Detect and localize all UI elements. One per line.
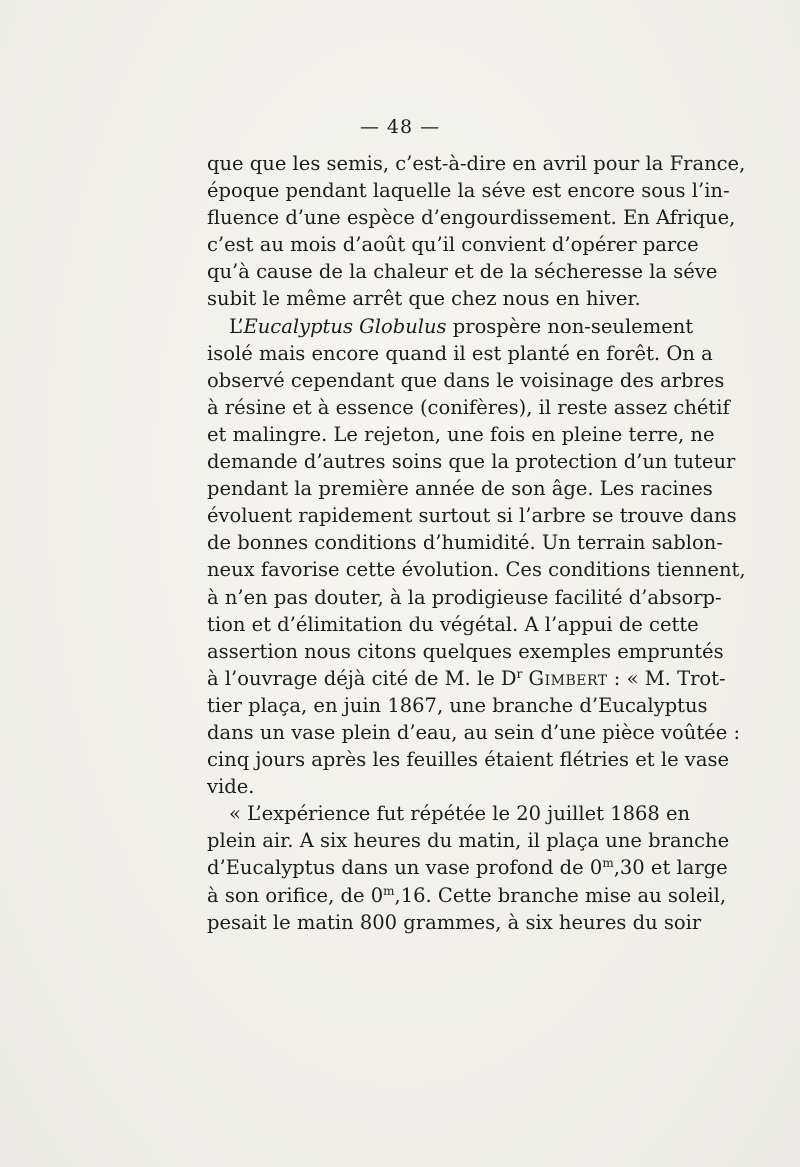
text-line: dans un vase plein d’eau, au sein d’une pièce voûtée : xyxy=(207,720,741,744)
text-fragment: L’ xyxy=(229,314,244,338)
text-fragment: : « M. Trot- xyxy=(607,666,726,690)
text-fragment: prospère non-seulement xyxy=(446,314,694,338)
text-line: tier plaça, en juin 1867, une branche d’Eucalyptus xyxy=(207,693,708,717)
text-line: plein air. A six heures du matin, il plaça une branche xyxy=(207,829,730,853)
text-fragment: ,16. Cette branche mise au soleil, xyxy=(394,883,727,907)
text-fragment: à son orifice, de 0 xyxy=(207,883,384,907)
text-line: et malingre. Le rejeton, une fois en pleine terre, ne xyxy=(207,422,715,446)
text-line-citation xyxy=(207,665,726,692)
text-line: fluence d’une espèce d’engourdissement. En Afrique, xyxy=(207,206,736,230)
text-line-paragraph-start: « L’expérience fut répétée le 20 juillet 1868 en xyxy=(229,802,691,826)
text-fragment: ,30 et large xyxy=(613,856,728,880)
text-line: neux favorise cette évolution. Ces conditions tiennent, xyxy=(207,558,746,582)
text-line: de bonnes conditions d’humidité. Un terrain sablon- xyxy=(207,531,723,555)
text-line-measurement xyxy=(207,854,728,881)
text-line: qu’à cause de la chaleur et de la sécheresse la séve xyxy=(207,260,718,284)
text-line: c’est au mois d’août qu’il convient d’opérer parce xyxy=(207,233,699,257)
text-fragment: d’Eucalyptus dans un vase profond de 0 xyxy=(207,856,603,880)
text-line: à résine et à essence (conifères), il reste assez chétif xyxy=(207,395,730,419)
text-line: tion et d’élimitation du végétal. A l’appui de cette xyxy=(207,612,699,636)
text-line-measurement xyxy=(207,882,727,909)
page-number: — 48 — xyxy=(359,116,441,138)
text-line: isolé mais encore quand il est planté en forêt. On a xyxy=(207,341,713,365)
body-text xyxy=(207,150,746,936)
text-line: assertion nous citons quelques exemples empruntés xyxy=(207,639,724,663)
text-line: observé cependant que dans le voisinage des arbres xyxy=(207,368,725,392)
text-fragment: à l’ouvrage déjà cité de M. le D xyxy=(207,666,517,690)
text-line: que que les semis, c’est-à-dire en avril pour la France, xyxy=(207,152,746,175)
text-line-paragraph-start xyxy=(207,313,694,340)
superscript: m xyxy=(602,856,614,871)
text-line: demande d’autres soins que la protection d’un tuteur xyxy=(207,450,736,474)
superscript: m xyxy=(383,883,395,898)
superscript: r xyxy=(516,666,523,681)
text-line: cinq jours après les feuilles étaient flétries et le vase xyxy=(207,748,729,772)
text-line: pendant la première année de son âge. Les racines xyxy=(207,477,713,501)
text-line: subit le même arrêt que chez nous en hiver. xyxy=(207,287,641,311)
text-line: vide. xyxy=(207,775,255,799)
text-line: époque pendant laquelle la séve est encore sous l’in- xyxy=(207,179,730,203)
species-name-italic: Eucalyptus Globulus xyxy=(243,314,447,338)
text-line: à n’en pas douter, à la prodigieuse facilité d’absorp- xyxy=(207,585,722,609)
author-name: Gimbert xyxy=(528,666,608,690)
text-line: pesait le matin 800 grammes, à six heures du soir xyxy=(207,910,702,934)
text-line: évoluent rapidement surtout si l’arbre se trouve dans xyxy=(207,504,737,528)
